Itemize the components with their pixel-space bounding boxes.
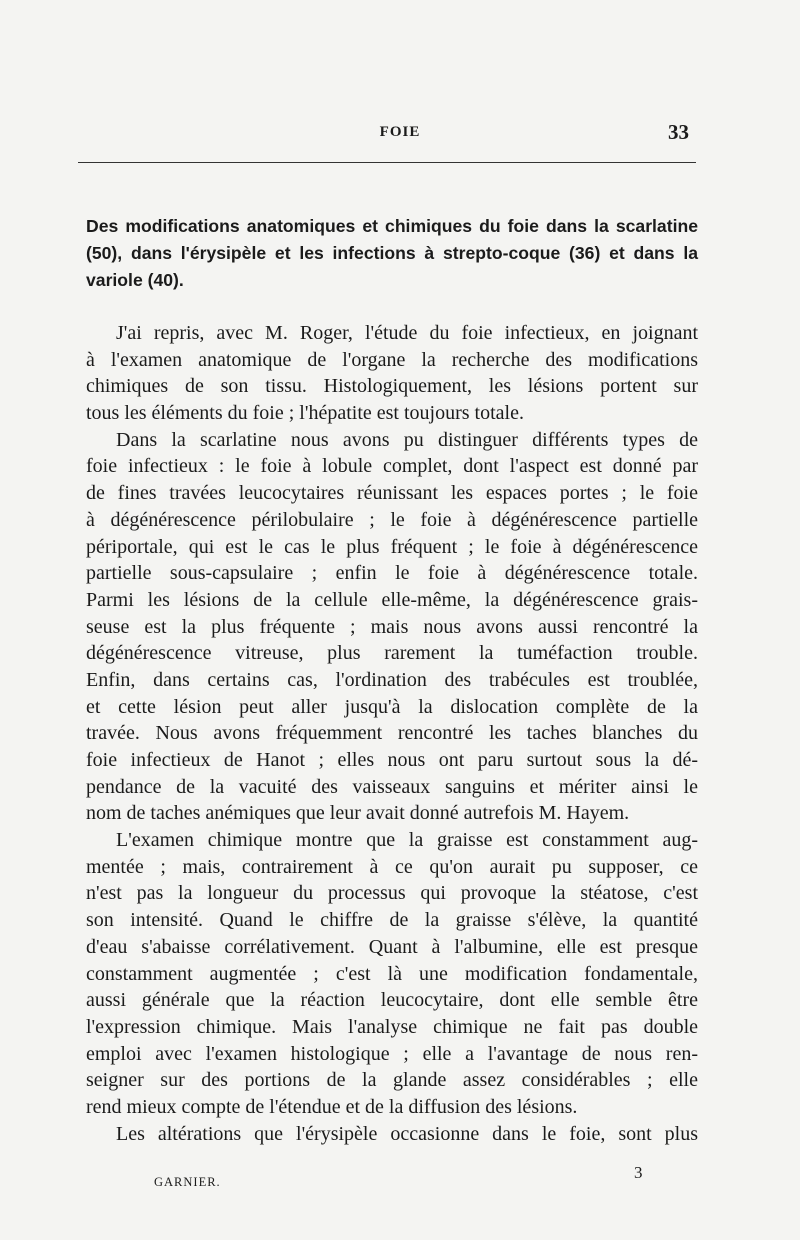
text-line: foie infectieux : le foie à lobule complet, dont l'aspect est donné par — [86, 455, 698, 478]
text-line: partielle sous-capsulaire ; enfin le foie à dégénérescence totale. — [86, 562, 698, 585]
text-line: et cette lésion peut aller jusqu'à la dislocation complète de la — [86, 695, 698, 718]
footer-author: GARNIER. — [154, 1175, 221, 1189]
signature-mark: 3 — [634, 1163, 643, 1182]
section-heading: Des modifications anatomiques et chimiques du foie dans la scarlatine (50), dans l'érysipèle et les infections à strepto-coque (36) et dans la variole (40). — [86, 216, 698, 290]
text-line: seigner sur des portions de la glande assez considérables ; elle — [86, 1069, 698, 1092]
text-line: à l'examen anatomique de l'organe la recherche des modifications — [86, 348, 698, 371]
body-text — [86, 320, 698, 1147]
text-line: L'examen chimique montre que la graisse est constamment aug- — [116, 829, 698, 852]
text-line: à dégénérescence périlobulaire ; le foie à dégénérescence partielle — [86, 508, 698, 531]
text-line: nom de taches anémiques que leur avait donné autrefois M. Hayem. — [86, 802, 630, 825]
text-line: de fines travées leucocytaires réunissant les espaces portes ; le foie — [86, 482, 698, 505]
header-rule — [78, 162, 696, 163]
text-line: emploi avec l'examen histologique ; elle a l'avantage de nous ren- — [86, 1042, 698, 1065]
text-line: travée. Nous avons fréquemment rencontré les taches blanches du — [86, 722, 698, 745]
text-line: pendance de la vacuité des vaisseaux sanguins et mériter ainsi le — [86, 775, 698, 798]
text-line: son intensité. Quand le chiffre de la graisse s'élève, la quantité — [86, 909, 698, 932]
text-line: aussi générale que la réaction leucocytaire, dont elle semble être — [86, 989, 698, 1012]
running-title: FOIE — [379, 124, 421, 140]
text-line: seuse est la plus fréquente ; mais nous avons aussi rencontré la — [86, 615, 698, 638]
text-line: l'expression chimique. Mais l'analyse chimique ne fait pas double — [86, 1015, 698, 1038]
text-line: Les altérations que l'érysipèle occasionne dans le foie, sont plus — [116, 1122, 698, 1145]
text-line: chimiques de son tissu. Histologiquement, les lésions portent sur — [86, 375, 698, 398]
text-line: dégénérescence vitreuse, plus rarement la tuméfaction trouble. — [86, 642, 698, 665]
text-line: constamment augmentée ; c'est là une modification fondamentale, — [86, 962, 698, 985]
text-line: n'est pas la longueur du processus qui provoque la stéatose, c'est — [86, 882, 698, 905]
text-line: mentée ; mais, contrairement à ce qu'on aurait pu supposer, ce — [86, 855, 698, 878]
text-line: Enfin, dans certains cas, l'ordination des trabécules est troublée, — [86, 668, 698, 691]
text-line: tous les éléments du foie ; l'hépatite est toujours totale. — [86, 402, 524, 425]
text-line: Parmi les lésions de la cellule elle-même, la dégénérescence grais- — [86, 588, 698, 611]
text-line: Dans la scarlatine nous avons pu distinguer différents types de — [116, 428, 698, 451]
text-line: foie infectieux de Hanot ; elles nous ont paru surtout sous la dé- — [86, 749, 698, 771]
text-line: périportale, qui est le cas le plus fréquent ; le foie à dégénérescence — [86, 535, 698, 558]
text-line: rend mieux compte de l'étendue et de la diffusion des lésions. — [86, 1095, 578, 1118]
text-line: d'eau s'abaisse corrélativement. Quant à l'albumine, elle est presque — [86, 935, 698, 958]
text-line: J'ai repris, avec M. Roger, l'étude du foie infectieux, en joignant — [116, 322, 698, 344]
page-number: 33 — [668, 120, 689, 144]
